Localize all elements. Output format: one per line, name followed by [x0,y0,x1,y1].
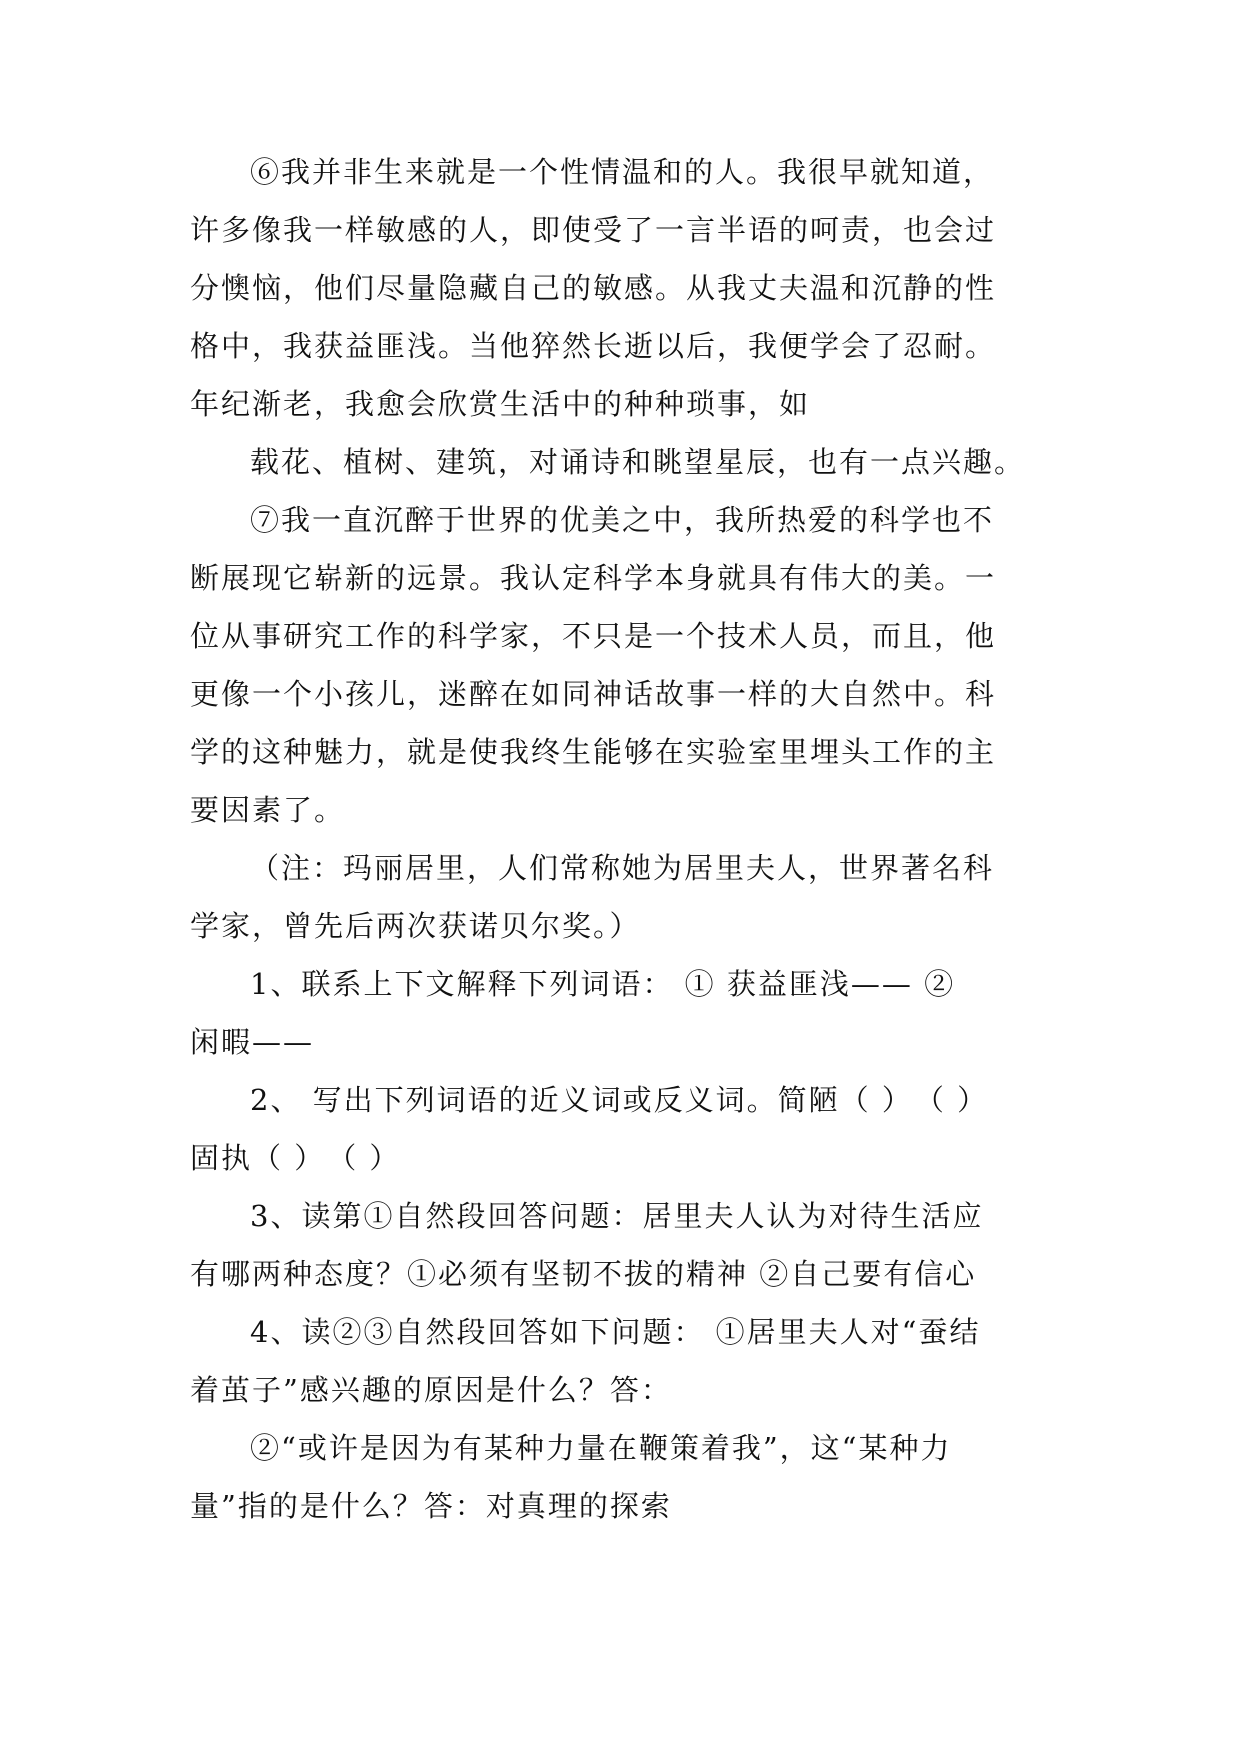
paragraph-7-line-3: 位从事研究工作的科学家，不只是一个技术人员，而且，他 [190,619,997,653]
note-line-1: （注：玛丽居里，人们常称她为居里夫人，世界著名科 [250,851,995,885]
paragraph-6-line-1: ⑥我并非生来就是一个性情温和的人。我很早就知道， [250,155,995,189]
question-2-line-1: 2、 写出下列词语的近义词或反义词。简陋（ ） （ ） [250,1083,989,1117]
paragraph-6-line-3: 分懊恼，他们尽量隐藏自己的敏感。从我丈夫温和沉静的性 [190,271,997,305]
note-line-2: 学家，曾先后两次获诺贝尔奖。） [190,909,641,943]
question-2-line-2: 固执（ ） （ ） [190,1141,401,1175]
paragraph-6-line-2: 许多像我一样敏感的人，即使受了一言半语的呵责，也会过 [190,213,997,247]
question-4-line-3: ②“或许是因为有某种力量在鞭策着我”，这“某种力 [250,1431,952,1465]
paragraph-6-line-5: 年纪渐老，我愈会欣赏生活中的种种琐事，如 [190,387,811,421]
question-4-line-4: 量”指的是什么？答：对真理的探索 [190,1489,672,1523]
paragraph-6-line-4: 格中，我获益匪浅。当他猝然长逝以后，我便学会了忍耐。 [190,329,997,363]
document-body [190,143,1060,1535]
paragraph-6-line-6: 载花、植树、建筑，对诵诗和眺望星辰，也有一点兴趣。 [250,445,1026,479]
paragraph-7-line-1: ⑦我一直沉醉于世界的优美之中，我所热爱的科学也不 [250,503,995,537]
paragraph-7-line-6: 要因素了。 [190,793,346,827]
question-1-line-2: 闲暇—— [190,1025,315,1059]
paragraph-7-line-2: 断展现它崭新的远景。我认定科学本身就具有伟大的美。一 [190,561,997,595]
question-4-line-1: 4、读②③自然段回答如下问题： ①居里夫人对“蚕结 [250,1315,981,1349]
question-3-line-2: 有哪两种态度？①必须有坚韧不拔的精神 ②自己要有信心 [190,1257,977,1291]
question-3-line-1: 3、读第①自然段回答问题：居里夫人认为对待生活应 [250,1199,984,1233]
question-1-line-1: 1、联系上下文解释下列词语： ① 获益匪浅—— ② [250,967,956,1001]
paragraph-7-line-4: 更像一个小孩儿，迷醉在如同神话故事一样的大自然中。科 [190,677,997,711]
question-4-line-2: 着茧子”感兴趣的原因是什么？答： [190,1373,672,1407]
paragraph-7-line-5: 学的这种魅力，就是使我终生能够在实验室里埋头工作的主 [190,735,997,769]
